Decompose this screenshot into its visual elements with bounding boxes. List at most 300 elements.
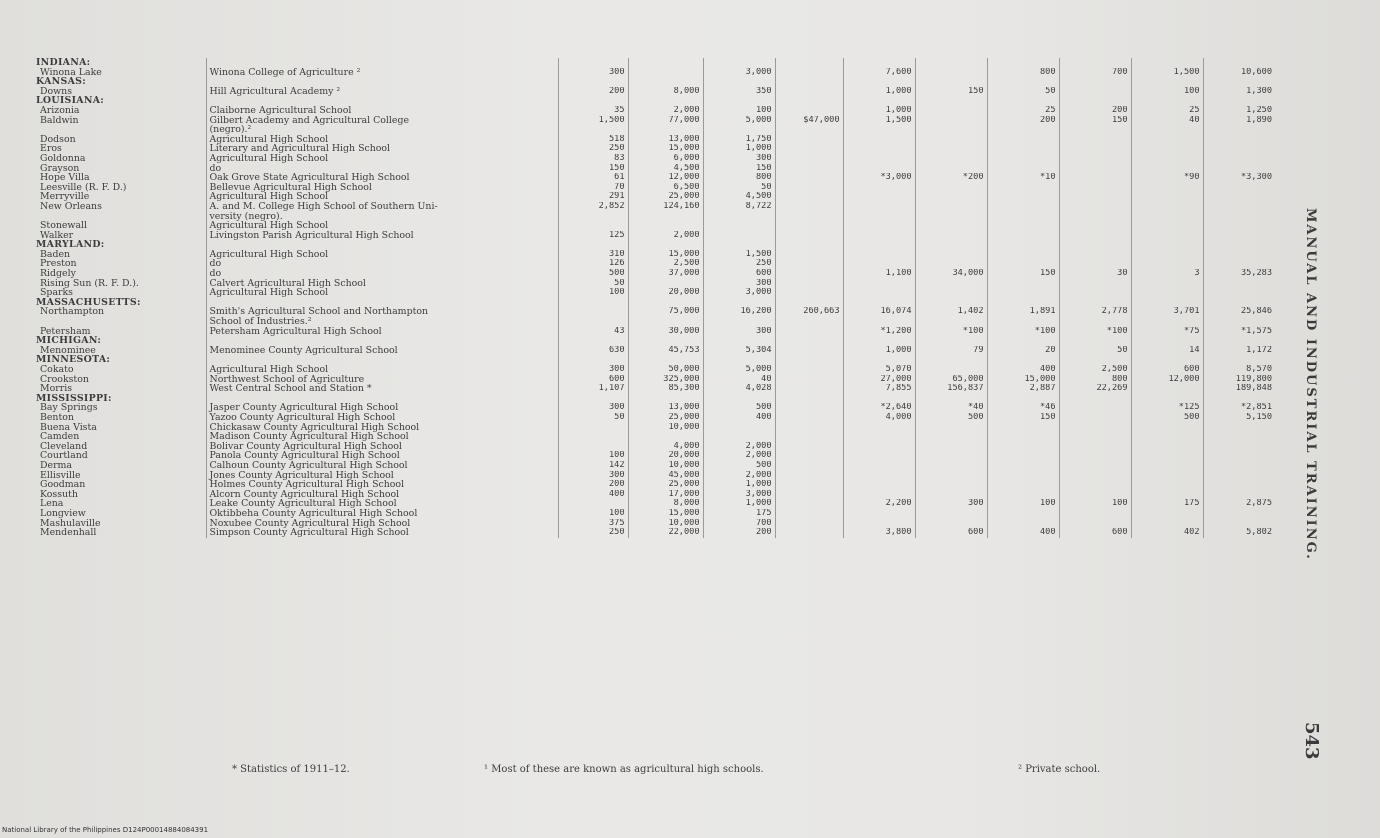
value-cell xyxy=(843,509,915,519)
value-cell xyxy=(775,355,843,365)
state-header-row xyxy=(36,355,1275,365)
school-name: Menominee County Agricultural School xyxy=(206,346,558,356)
value-cell: 2,875 xyxy=(1203,499,1275,509)
value-cell xyxy=(915,96,987,106)
value-cell: 37,000 xyxy=(628,269,703,279)
value-cell: 8,570 xyxy=(1203,365,1275,375)
school-name: Northwest School of Agriculture xyxy=(206,375,558,385)
table-row xyxy=(36,250,1275,260)
value-cell xyxy=(1059,87,1131,97)
value-cell: 25,000 xyxy=(628,192,703,202)
state-header-row xyxy=(36,58,1275,68)
value-cell: 83 xyxy=(558,154,628,164)
value-cell xyxy=(775,202,843,212)
value-cell xyxy=(843,96,915,106)
table-row xyxy=(36,499,1275,509)
value-cell: 35 xyxy=(558,106,628,116)
value-cell xyxy=(703,240,775,250)
value-cell: 150 xyxy=(987,269,1059,279)
value-cell: 600 xyxy=(703,269,775,279)
value-cell xyxy=(628,298,703,308)
value-cell xyxy=(558,221,628,231)
value-cell: 300 xyxy=(703,279,775,289)
table-row xyxy=(36,221,1275,231)
value-cell: 300 xyxy=(558,68,628,78)
value-cell: 1,100 xyxy=(843,269,915,279)
table-row xyxy=(36,480,1275,490)
value-cell: 119,800 xyxy=(1203,375,1275,385)
table-row xyxy=(36,346,1275,356)
value-cell: 2,000 xyxy=(703,442,775,452)
value-cell xyxy=(987,471,1059,481)
school-name xyxy=(206,298,558,308)
value-cell: 16,074 xyxy=(843,307,915,317)
value-cell xyxy=(775,96,843,106)
value-cell xyxy=(915,183,987,193)
value-cell xyxy=(1059,442,1131,452)
value-cell xyxy=(775,164,843,174)
value-cell xyxy=(558,394,628,404)
value-cell: 12,000 xyxy=(1131,375,1203,385)
value-cell: 200 xyxy=(558,87,628,97)
value-cell xyxy=(987,279,1059,289)
state-name: KANSAS: xyxy=(36,77,86,87)
value-cell xyxy=(1059,279,1131,289)
value-cell: 300 xyxy=(703,154,775,164)
value-cell xyxy=(775,231,843,241)
table-row xyxy=(36,423,1275,433)
value-cell xyxy=(1131,298,1203,308)
value-cell xyxy=(987,317,1059,327)
value-cell xyxy=(915,68,987,78)
value-cell: 800 xyxy=(703,173,775,183)
school-name: Noxubee County Agricultural High School xyxy=(206,519,558,529)
value-cell xyxy=(915,509,987,519)
value-cell: 150 xyxy=(915,87,987,97)
value-cell: 15,000 xyxy=(628,144,703,154)
value-cell: 4,000 xyxy=(628,442,703,452)
place-name: Kossuth xyxy=(40,489,78,500)
value-cell xyxy=(1131,384,1203,394)
value-cell xyxy=(703,125,775,135)
school-name: Winona College of Agriculture ² xyxy=(206,68,558,78)
value-cell xyxy=(1059,96,1131,106)
value-cell xyxy=(558,499,628,509)
school-name xyxy=(206,394,558,404)
value-cell: 30,000 xyxy=(628,327,703,337)
value-cell xyxy=(843,490,915,500)
value-cell: 35,283 xyxy=(1203,269,1275,279)
school-name: Holmes County Agricultural High School xyxy=(206,480,558,490)
value-cell xyxy=(915,154,987,164)
school-name: versity (negro). xyxy=(206,212,558,222)
table-row xyxy=(36,442,1275,452)
value-cell xyxy=(775,279,843,289)
value-cell: *2,640 xyxy=(843,403,915,413)
value-cell xyxy=(703,58,775,68)
value-cell xyxy=(987,144,1059,154)
school-name: Oktibbeha County Agricultural High School xyxy=(206,509,558,519)
place-name: Northampton xyxy=(40,307,105,318)
state-name: MICHIGAN: xyxy=(36,336,102,346)
table-row xyxy=(36,279,1275,289)
school-name: do xyxy=(206,164,558,174)
value-cell xyxy=(915,259,987,269)
value-cell: 1,890 xyxy=(1203,116,1275,126)
value-cell xyxy=(1203,355,1275,365)
value-cell xyxy=(628,77,703,87)
value-cell xyxy=(987,355,1059,365)
school-name: Bolivar County Agricultural High School xyxy=(206,442,558,452)
value-cell: *40 xyxy=(915,403,987,413)
value-cell xyxy=(915,480,987,490)
value-cell: *90 xyxy=(1131,173,1203,183)
table-row xyxy=(36,135,1275,145)
value-cell xyxy=(843,442,915,452)
value-cell xyxy=(1059,173,1131,183)
state-header-row xyxy=(36,394,1275,404)
value-cell xyxy=(843,144,915,154)
value-cell: 250 xyxy=(558,144,628,154)
state-header-row xyxy=(36,96,1275,106)
value-cell: 200 xyxy=(987,116,1059,126)
value-cell xyxy=(915,116,987,126)
value-cell: 142 xyxy=(558,461,628,471)
school-name: Agricultural High School xyxy=(206,192,558,202)
value-cell: 25,846 xyxy=(1203,307,1275,317)
value-cell xyxy=(843,183,915,193)
school-name: Literary and Agricultural High School xyxy=(206,144,558,154)
school-name xyxy=(206,240,558,250)
value-cell: 6,000 xyxy=(628,154,703,164)
value-cell: 189,848 xyxy=(1203,384,1275,394)
value-cell: 2,778 xyxy=(1059,307,1131,317)
place-name: Baden xyxy=(40,249,71,260)
value-cell xyxy=(1203,164,1275,174)
value-cell xyxy=(1131,461,1203,471)
value-cell: 1,000 xyxy=(843,346,915,356)
value-cell: *200 xyxy=(915,173,987,183)
value-cell xyxy=(843,240,915,250)
value-cell: 85,300 xyxy=(628,384,703,394)
value-cell xyxy=(1059,394,1131,404)
school-name: Hill Agricultural Academy ² xyxy=(206,87,558,97)
value-cell: 20 xyxy=(987,346,1059,356)
place-name: Menominee xyxy=(40,345,96,356)
school-name: do xyxy=(206,269,558,279)
value-cell: 175 xyxy=(1131,499,1203,509)
value-cell xyxy=(628,240,703,250)
value-cell xyxy=(1059,403,1131,413)
value-cell xyxy=(1203,144,1275,154)
value-cell: 50 xyxy=(558,279,628,289)
value-cell xyxy=(987,202,1059,212)
value-cell: 2,000 xyxy=(703,451,775,461)
value-cell xyxy=(703,336,775,346)
value-cell: 150 xyxy=(1059,116,1131,126)
value-cell xyxy=(775,317,843,327)
value-cell: *100 xyxy=(915,327,987,337)
value-cell: 310 xyxy=(558,250,628,260)
value-cell xyxy=(915,164,987,174)
state-name: MARYLAND: xyxy=(36,240,105,250)
value-cell: *1,575 xyxy=(1203,327,1275,337)
value-cell xyxy=(703,432,775,442)
table-row xyxy=(36,432,1275,442)
state-header-row xyxy=(36,240,1275,250)
value-cell: 20,000 xyxy=(628,451,703,461)
value-cell xyxy=(1059,355,1131,365)
value-cell: 6,500 xyxy=(628,183,703,193)
running-head: MANUAL AND INDUSTRIAL TRAINING. xyxy=(1303,208,1318,561)
value-cell: 17,000 xyxy=(628,490,703,500)
value-cell: 1,250 xyxy=(1203,106,1275,116)
value-cell xyxy=(775,68,843,78)
value-cell xyxy=(775,125,843,135)
value-cell: 15,000 xyxy=(987,375,1059,385)
value-cell: 2,000 xyxy=(628,106,703,116)
page-number: 543 xyxy=(1301,722,1322,760)
value-cell xyxy=(775,346,843,356)
value-cell xyxy=(1131,432,1203,442)
school-name xyxy=(206,355,558,365)
value-cell xyxy=(775,461,843,471)
value-cell: 40 xyxy=(703,375,775,385)
value-cell xyxy=(1059,317,1131,327)
value-cell: 500 xyxy=(915,413,987,423)
value-cell xyxy=(915,202,987,212)
value-cell: 125 xyxy=(558,231,628,241)
value-cell xyxy=(915,125,987,135)
value-cell xyxy=(843,279,915,289)
value-cell xyxy=(987,135,1059,145)
value-cell xyxy=(775,269,843,279)
value-cell xyxy=(1131,183,1203,193)
value-cell: *1,200 xyxy=(843,327,915,337)
scan-credit: National Library of the Philippines D124P00014884084391 xyxy=(2,826,209,834)
table-row xyxy=(36,116,1275,126)
value-cell xyxy=(843,336,915,346)
value-cell: 1,500 xyxy=(558,116,628,126)
table-row xyxy=(36,202,1275,212)
school-name: Yazoo County Agricultural High School xyxy=(206,413,558,423)
value-cell xyxy=(1059,202,1131,212)
value-cell: 50 xyxy=(558,413,628,423)
value-cell xyxy=(843,221,915,231)
value-cell xyxy=(775,403,843,413)
statistics-table xyxy=(36,58,1275,538)
value-cell xyxy=(1131,509,1203,519)
value-cell xyxy=(915,519,987,529)
value-cell: 43 xyxy=(558,327,628,337)
school-name: Calhoun County Agricultural High School xyxy=(206,461,558,471)
place-name: Derma xyxy=(40,460,73,471)
place-name: Morris xyxy=(40,384,73,394)
value-cell xyxy=(987,58,1059,68)
value-cell xyxy=(1131,164,1203,174)
footnote-private: ² Private school. xyxy=(1018,764,1101,775)
value-cell: *2,851 xyxy=(1203,403,1275,413)
value-cell xyxy=(1059,231,1131,241)
value-cell xyxy=(1059,509,1131,519)
value-cell: 100 xyxy=(558,288,628,298)
value-cell: 126 xyxy=(558,259,628,269)
value-cell xyxy=(987,154,1059,164)
state-name: MISSISSIPPI: xyxy=(36,393,112,404)
place-name: Sparks xyxy=(40,288,73,298)
value-cell xyxy=(775,135,843,145)
value-cell: 50 xyxy=(987,87,1059,97)
value-cell xyxy=(843,154,915,164)
value-cell: 5,304 xyxy=(703,346,775,356)
value-cell xyxy=(843,202,915,212)
place-name: Cokato xyxy=(40,365,74,375)
value-cell: 100 xyxy=(1131,87,1203,97)
place-name: Merryville xyxy=(40,192,90,202)
school-name: (negro).² xyxy=(206,125,558,135)
value-cell: 325,000 xyxy=(628,375,703,385)
value-cell xyxy=(987,442,1059,452)
value-cell xyxy=(628,355,703,365)
value-cell xyxy=(915,365,987,375)
school-name: Alcorn County Agricultural High School xyxy=(206,490,558,500)
value-cell xyxy=(1203,259,1275,269)
value-cell xyxy=(1059,212,1131,222)
value-cell: 630 xyxy=(558,346,628,356)
value-cell: 2,500 xyxy=(628,259,703,269)
value-cell xyxy=(1131,96,1203,106)
school-name: Panola County Agricultural High School xyxy=(206,451,558,461)
table-row xyxy=(36,375,1275,385)
table-row xyxy=(36,519,1275,529)
place-name: Dodson xyxy=(40,134,76,145)
school-name: West Central School and Station * xyxy=(206,384,558,394)
value-cell: 8,000 xyxy=(628,87,703,97)
value-cell xyxy=(628,432,703,442)
value-cell: 10,600 xyxy=(1203,68,1275,78)
value-cell: 14 xyxy=(1131,346,1203,356)
value-cell xyxy=(1059,250,1131,260)
value-cell xyxy=(843,432,915,442)
value-cell xyxy=(1131,250,1203,260)
value-cell: 45,000 xyxy=(628,471,703,481)
value-cell xyxy=(1059,519,1131,529)
value-cell: 70 xyxy=(558,183,628,193)
value-cell xyxy=(1131,212,1203,222)
school-name: Agricultural High School xyxy=(206,365,558,375)
school-name: Smith's Agricultural School and Northampton xyxy=(206,307,558,317)
value-cell xyxy=(703,96,775,106)
value-cell xyxy=(1059,58,1131,68)
value-cell xyxy=(1203,442,1275,452)
table-row xyxy=(36,490,1275,500)
value-cell: 12,000 xyxy=(628,173,703,183)
place-name: Bay Springs xyxy=(40,403,98,413)
place-name: Grayson xyxy=(40,163,80,174)
state-header-row xyxy=(36,336,1275,346)
value-cell xyxy=(1203,298,1275,308)
school-name: A. and M. College High School of Southern Uni- xyxy=(206,202,558,212)
school-name: Agricultural High School xyxy=(206,250,558,260)
value-cell xyxy=(1203,231,1275,241)
value-cell xyxy=(558,240,628,250)
value-cell: 500 xyxy=(703,403,775,413)
place-name: Preston xyxy=(40,259,77,270)
value-cell xyxy=(1131,490,1203,500)
value-cell: *46 xyxy=(987,403,1059,413)
value-cell xyxy=(775,77,843,87)
value-cell xyxy=(558,336,628,346)
value-cell: 1,107 xyxy=(558,384,628,394)
value-cell: 34,000 xyxy=(915,269,987,279)
value-cell xyxy=(775,499,843,509)
value-cell: 61 xyxy=(558,173,628,183)
value-cell xyxy=(1203,394,1275,404)
value-cell: 30 xyxy=(1059,269,1131,279)
value-cell xyxy=(843,125,915,135)
value-cell: 45,753 xyxy=(628,346,703,356)
place-name: Crookston xyxy=(40,374,89,385)
table-row xyxy=(36,68,1275,78)
value-cell xyxy=(1131,317,1203,327)
value-cell: 27,000 xyxy=(843,375,915,385)
value-cell xyxy=(1059,432,1131,442)
value-cell: 402 xyxy=(1131,528,1203,538)
table-row xyxy=(36,192,1275,202)
value-cell xyxy=(703,212,775,222)
value-cell: 4,500 xyxy=(703,192,775,202)
value-cell xyxy=(987,451,1059,461)
value-cell: 200 xyxy=(1059,106,1131,116)
value-cell xyxy=(628,279,703,289)
value-cell: 25 xyxy=(987,106,1059,116)
school-name: Jones County Agricultural High School xyxy=(206,471,558,481)
value-cell: *10 xyxy=(987,173,1059,183)
value-cell xyxy=(775,528,843,538)
state-header-row xyxy=(36,77,1275,87)
value-cell: 4,028 xyxy=(703,384,775,394)
value-cell: 700 xyxy=(703,519,775,529)
value-cell: 1,000 xyxy=(703,499,775,509)
value-cell: $47,000 xyxy=(775,116,843,126)
value-cell xyxy=(915,336,987,346)
value-cell xyxy=(1059,336,1131,346)
value-cell xyxy=(987,240,1059,250)
value-cell xyxy=(1059,135,1131,145)
value-cell: 5,802 xyxy=(1203,528,1275,538)
value-cell xyxy=(1059,192,1131,202)
footnotes xyxy=(0,764,1380,778)
value-cell xyxy=(987,480,1059,490)
value-cell xyxy=(843,355,915,365)
value-cell xyxy=(775,432,843,442)
value-cell xyxy=(843,250,915,260)
value-cell: 250 xyxy=(703,259,775,269)
value-cell xyxy=(775,394,843,404)
value-cell: 10,000 xyxy=(628,461,703,471)
value-cell: 1,750 xyxy=(703,135,775,145)
value-cell xyxy=(775,87,843,97)
value-cell xyxy=(843,451,915,461)
value-cell xyxy=(558,77,628,87)
value-cell: 2,200 xyxy=(843,499,915,509)
value-cell: 100 xyxy=(1059,499,1131,509)
value-cell xyxy=(987,288,1059,298)
value-cell xyxy=(915,298,987,308)
table-row xyxy=(36,144,1275,154)
value-cell xyxy=(558,355,628,365)
value-cell: 600 xyxy=(915,528,987,538)
